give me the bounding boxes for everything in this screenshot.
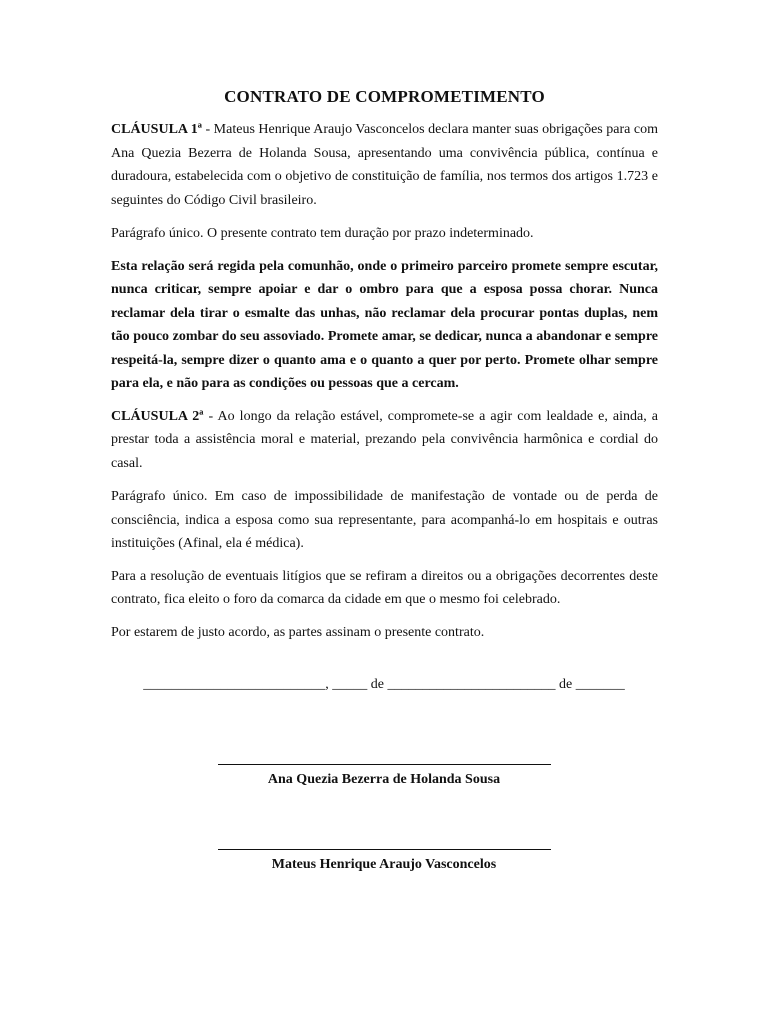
signature-block-2 [0,849,768,874]
document-body [111,86,658,653]
clause-1-heading: CLÁUSULA 1ª [111,122,202,137]
clause-1 [111,118,658,212]
commitment-paragraph: Esta relação será regida pela comunhão, onde o primeiro parceiro promete sempre escutar, nunca criticar, sempre apoiar e dar o ombro para que a esposa possa chorar. Nunca reclamar dela tirar o esmalte das unhas, não reclamar dela procurar pontas duplas, nem tão pouco zombar do seu assoviado. Promete amar, se dedicar, nunca a abandonar e sempre respeitá-la, sempre dizer o quanto ama e o quanto a quer por perto. Promete olhar sempre para ela, e não para as condições ou pessoas que a cercam. [111,258,658,391]
closing-paragraph: Por estarem de justo acordo, as partes assinam o presente contrato. [111,624,485,640]
document-title: CONTRATO DE COMPROMETIMENTO [224,87,545,106]
signature-line-1 [218,764,551,765]
date-line: __________________________, _____ de ________________________ de _______ [143,677,625,692]
signature-name-1: Ana Quezia Bezerra de Holanda Sousa [267,772,501,787]
disputes-paragraph: Para a resolução de eventuais litígios que se refiram a direitos ou a obrigações decorrentes deste contrato, fica eleito o foro da comarca da cidade em que o mesmo foi celebrado. [111,568,658,607]
clause-2-text: - Ao longo da relação estável, compromete-se a agir com lealdade e, ainda, a prestar toda a assistência moral e material, prezando pela convivência harmônica e cordial do casal. [111,408,658,471]
clause-2-heading: CLÁUSULA 2ª [111,408,204,424]
clause-2 [111,405,658,476]
clause-1-sole-paragraph: Parágrafo único. O presente contrato tem duração por prazo indeterminado. [111,226,534,241]
signature-name-2: Mateus Henrique Araujo Vasconcelos [271,857,497,872]
signature-block-1 [0,764,768,789]
clause-2-sole-paragraph: Parágrafo único. Em caso de impossibilidade de manifestação de vontade ou de perda de consciência, indica a esposa como sua representante, para acompanhá-lo em hospitais e outras instituições (Afinal, ela é médica). [111,489,658,551]
clause-1-text: - Mateus Henrique Araujo Vasconcelos declara manter suas obrigações para com Ana Quezia Bezerra de Holanda Sousa, apresentando uma convivência pública, contínua e duradoura, estabelecida com o objetivo de constituição de família, nos termos dos artigos 1.723 e seguintes do Código Civil brasileiro. [111,122,658,208]
signature-line-2 [218,849,551,850]
